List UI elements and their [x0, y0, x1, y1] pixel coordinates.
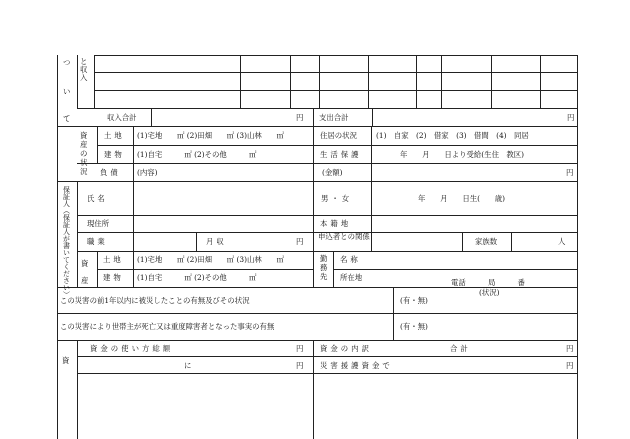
funds-side-label: 資	[62, 356, 70, 365]
funds-breakdown: 資金の内訳	[320, 344, 372, 353]
housing-label: 住居の状況	[320, 131, 357, 140]
guarantor-work-name: 名称	[340, 255, 361, 264]
guarantor-work-label: 勤務先	[320, 254, 328, 281]
guarantor-asset-label: 資産	[81, 259, 89, 285]
debt-label: 負債	[100, 168, 121, 177]
assets-land-options: (1)宅地 ㎡ (2)田畑 ㎡ (3)山林 ㎡	[137, 131, 284, 140]
disaster-q2-answer: (有・無)	[400, 322, 428, 331]
assets-side-label: 資産の状況	[80, 131, 88, 176]
disaster-q1-answer: (有・無)	[400, 296, 428, 305]
tsuite-char-c: て	[63, 114, 71, 123]
tsuite-char-a: つ	[63, 58, 71, 67]
funds-ni-yen: 円	[296, 361, 304, 370]
welfare-label: 生活保護	[320, 150, 362, 159]
guarantor-work-location: 所在地	[340, 273, 363, 282]
guarantor-phone: 電話 局 番	[451, 278, 525, 287]
income-total-label: 収入合計	[107, 113, 137, 122]
to-income-label: と収入	[80, 57, 88, 82]
disaster-q2: この災害により世帯主が死亡又は重度障害者となった事実の有無	[60, 322, 275, 331]
funds-ni: に	[184, 361, 192, 370]
housing-options: (1) 自家 (2) 借家 (3) 借間 (4) 同居	[376, 131, 529, 140]
guarantor-job-label: 職業	[87, 237, 108, 246]
debt-yen: 円	[566, 168, 574, 177]
funds-use-yen: 円	[296, 344, 304, 353]
guarantor-persons-unit: 人	[558, 237, 566, 246]
guarantor-monthly-yen: 円	[296, 237, 304, 246]
guarantor-land-label: 土地	[103, 255, 124, 264]
assets-building-label: 建物	[104, 150, 125, 159]
income-yen: 円	[296, 113, 304, 122]
guarantor-birth: 年 月 日生( 歳)	[418, 194, 506, 203]
expense-yen: 円	[567, 113, 575, 122]
funds-sum-yen: 円	[566, 344, 574, 353]
funds-sum: 合計	[450, 344, 471, 353]
tsuite-char-b: い	[63, 87, 71, 96]
disaster-q1-status: (状況)	[479, 288, 500, 297]
guarantor-address-label: 現住所	[87, 219, 110, 228]
guarantor-gender: 男・女	[321, 194, 353, 203]
guarantor-side-label: 保証人（保証人が書いてください）	[62, 186, 71, 298]
guarantor-relation-label: 申込者との関係	[318, 232, 370, 241]
funds-relief-yen: 円	[566, 361, 574, 370]
guarantor-domicile-label: 本籍地	[320, 219, 352, 228]
guarantor-family-count: 家族数	[475, 237, 498, 246]
assets-building-options: (1)自宅 ㎡ (2)その他 ㎡	[137, 150, 257, 159]
guarantor-building-options: (1)自宅 ㎡ (2)その他 ㎡	[137, 273, 257, 282]
guarantor-monthly-income: 月収	[206, 237, 227, 246]
funds-relief: 災害援護資金で	[320, 361, 393, 370]
debt-amount: (金額)	[322, 168, 343, 177]
expense-total-label: 支出合計	[319, 113, 349, 122]
assets-land-label: 土地	[104, 131, 125, 140]
debt-content: (内容)	[137, 168, 158, 177]
guarantor-name-label: 氏名	[87, 194, 108, 203]
disaster-q1: この災害の前1年以内に被災したことの有無及びその状況	[60, 296, 250, 305]
guarantor-land-options: (1)宅地 ㎡ (2)田畑 ㎡ (3)山林 ㎡	[137, 255, 284, 264]
welfare-value: 年 月 日より受給(生住 教区)	[400, 150, 525, 159]
funds-use-total: 資金の使い方総額	[90, 344, 174, 353]
guarantor-building-label: 建物	[103, 273, 124, 282]
